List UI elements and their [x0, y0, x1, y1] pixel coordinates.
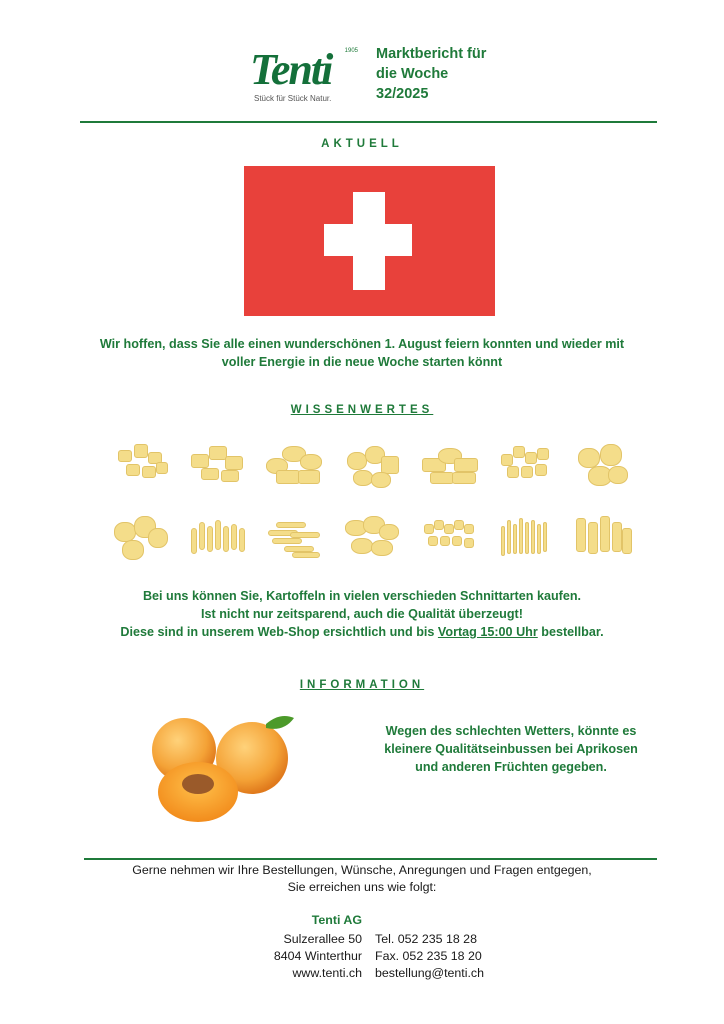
- logo-tagline: Stück für Stück Natur.: [254, 94, 332, 103]
- footer-intro: [60, 862, 664, 896]
- potato-piece: [608, 466, 628, 484]
- tenti-logo[interactable]: [250, 44, 362, 104]
- potato-piece: [223, 526, 229, 552]
- potato-piece: [142, 466, 156, 478]
- potato-cut-pile: [185, 508, 251, 564]
- potato-cut-pile: [108, 508, 174, 564]
- potato-cut-pile: [570, 508, 636, 564]
- wissenwertes-text-line: [60, 623, 664, 641]
- potato-piece: [199, 522, 205, 550]
- report-title-line: Marktbericht für: [376, 46, 487, 62]
- phone-number[interactable]: Tel. 052 235 18 28: [375, 932, 477, 946]
- potato-piece: [191, 454, 209, 468]
- potato-piece: [379, 524, 399, 540]
- header-divider: [80, 121, 657, 123]
- potato-piece: [215, 520, 221, 550]
- potato-piece: [114, 522, 136, 542]
- footer-divider: [84, 858, 657, 860]
- company-name-text: Tenti AG: [311, 913, 362, 927]
- company-name: [312, 912, 362, 929]
- potato-piece: [537, 524, 541, 554]
- potato-cut-pile: [339, 436, 405, 492]
- footer-intro-line: Sie erreichen uns wie folgt:: [287, 880, 437, 894]
- website-link[interactable]: www.tenti.ch: [292, 966, 362, 980]
- aktuell-text-line: voller Energie in die neue Woche starten könnt: [221, 355, 503, 369]
- header: [0, 0, 724, 120]
- potato-piece: [118, 450, 132, 462]
- logo-year: 1905: [344, 48, 358, 54]
- footer-intro-line: Gerne nehmen wir Ihre Bestellungen, Wünsche, Anregungen und Fragen entgegen,: [132, 863, 592, 877]
- potato-piece: [300, 454, 322, 470]
- potato-piece: [156, 462, 168, 474]
- report-title: [376, 44, 486, 104]
- potato-piece: [452, 536, 462, 546]
- potato-piece: [525, 522, 529, 554]
- potato-cut-pile: [416, 508, 482, 564]
- potato-piece: [371, 472, 391, 488]
- aktuell-text-line: Wir hoffen, dass Sie alle einen wunderschönen 1. August feiern konnten und wieder mit: [99, 337, 625, 351]
- address-street: Sulzerallee 50: [283, 932, 362, 946]
- potato-piece: [430, 472, 454, 484]
- order-deadline-link: Vortag 15:00 Uhr: [437, 625, 538, 639]
- potato-cuts-image: [108, 436, 636, 570]
- potato-piece: [578, 448, 600, 468]
- potato-cut-pile: [493, 436, 559, 492]
- potato-piece: [292, 552, 320, 558]
- potato-piece: [464, 524, 474, 534]
- potato-piece: [122, 540, 144, 560]
- potato-piece: [424, 524, 434, 534]
- potato-cut-pile: [185, 436, 251, 492]
- potato-piece: [239, 528, 245, 552]
- potato-piece: [507, 466, 519, 478]
- potato-piece: [201, 468, 219, 480]
- potato-cut-pile: [570, 436, 636, 492]
- potato-piece: [507, 520, 511, 554]
- potato-piece: [600, 444, 622, 466]
- potato-piece: [452, 472, 476, 484]
- potato-piece: [191, 528, 197, 554]
- potato-piece: [600, 516, 610, 552]
- apricot-pit: [182, 774, 214, 794]
- section-heading-information: INFORMATION: [299, 679, 425, 691]
- potato-cut-pile: [416, 436, 482, 492]
- potato-piece: [519, 518, 523, 554]
- address-city: 8404 Winterthur: [273, 949, 362, 963]
- potato-piece: [444, 524, 454, 534]
- information-text-line: und anderen Früchten gegeben.: [415, 760, 607, 774]
- information-text-line: kleinere Qualitätseinbussen bei Aprikosen: [384, 742, 638, 756]
- potato-piece: [298, 470, 320, 484]
- line3-before: Diese sind in unserem Web-Shop ersichtlich und bis: [120, 625, 438, 639]
- potato-piece: [543, 522, 547, 552]
- potato-piece: [622, 528, 632, 554]
- logo-wordmark: Tenti: [250, 45, 332, 94]
- potato-piece: [221, 470, 239, 482]
- potato-piece: [531, 520, 535, 554]
- potato-piece: [276, 522, 306, 528]
- potato-piece: [464, 538, 474, 548]
- potato-piece: [454, 458, 478, 472]
- potato-piece: [351, 538, 373, 554]
- potato-piece: [513, 524, 517, 554]
- potato-piece: [126, 464, 140, 476]
- potato-piece: [525, 452, 537, 464]
- potato-cut-pile: [493, 508, 559, 564]
- section-heading-aktuell: AKTUELL: [321, 138, 403, 150]
- potato-piece: [537, 448, 549, 460]
- swiss-flag-image: [244, 166, 495, 316]
- potato-piece: [521, 466, 533, 478]
- potato-cut-pile: [262, 508, 328, 564]
- potato-piece: [576, 518, 586, 552]
- potato-piece: [535, 464, 547, 476]
- potato-piece: [207, 526, 213, 552]
- wissenwertes-text: [60, 587, 664, 641]
- potato-piece: [501, 526, 505, 556]
- potato-piece: [231, 524, 237, 550]
- potato-piece: [272, 538, 302, 544]
- potato-piece: [225, 456, 243, 470]
- information-text: [380, 722, 642, 776]
- potato-piece: [588, 522, 598, 554]
- potato-piece: [134, 444, 148, 458]
- apricot-image: [148, 712, 298, 830]
- section-heading-wissenwertes: WISSENWERTES: [290, 404, 434, 416]
- potato-piece: [371, 540, 393, 556]
- potato-piece: [513, 446, 525, 458]
- potato-piece: [440, 536, 450, 546]
- wissenwertes-text-line: Ist nicht nur zeitsparend, auch die Qualität überzeugt!: [201, 607, 523, 621]
- potato-piece: [454, 520, 464, 530]
- report-title-line: die Woche: [376, 66, 449, 82]
- potato-piece: [290, 532, 320, 538]
- report-title-line: 32/2025: [376, 86, 429, 102]
- potato-piece: [428, 536, 438, 546]
- wissenwertes-text-line: Bei uns können Sie, Kartoffeln in vielen verschieden Schnittarten kaufen.: [142, 589, 582, 603]
- potato-cut-pile: [108, 436, 174, 492]
- fax-number: Fax. 052 235 18 20: [375, 949, 482, 963]
- information-text-line: Wegen des schlechten Wetters, könnte es: [385, 724, 637, 738]
- aktuell-text: [60, 335, 664, 371]
- potato-piece: [347, 452, 367, 470]
- line3-after: bestellbar.: [537, 625, 604, 639]
- potato-piece: [353, 470, 373, 486]
- potato-cut-pile: [262, 436, 328, 492]
- potato-piece: [434, 520, 444, 530]
- potato-piece: [148, 528, 168, 548]
- potato-cut-pile: [339, 508, 405, 564]
- potato-piece: [501, 454, 513, 466]
- potato-piece: [276, 470, 300, 484]
- apricot-leaf: [266, 716, 294, 729]
- potato-piece: [612, 522, 622, 552]
- flag-cross-horizontal: [324, 224, 412, 256]
- email-link[interactable]: bestellung@tenti.ch: [375, 966, 485, 980]
